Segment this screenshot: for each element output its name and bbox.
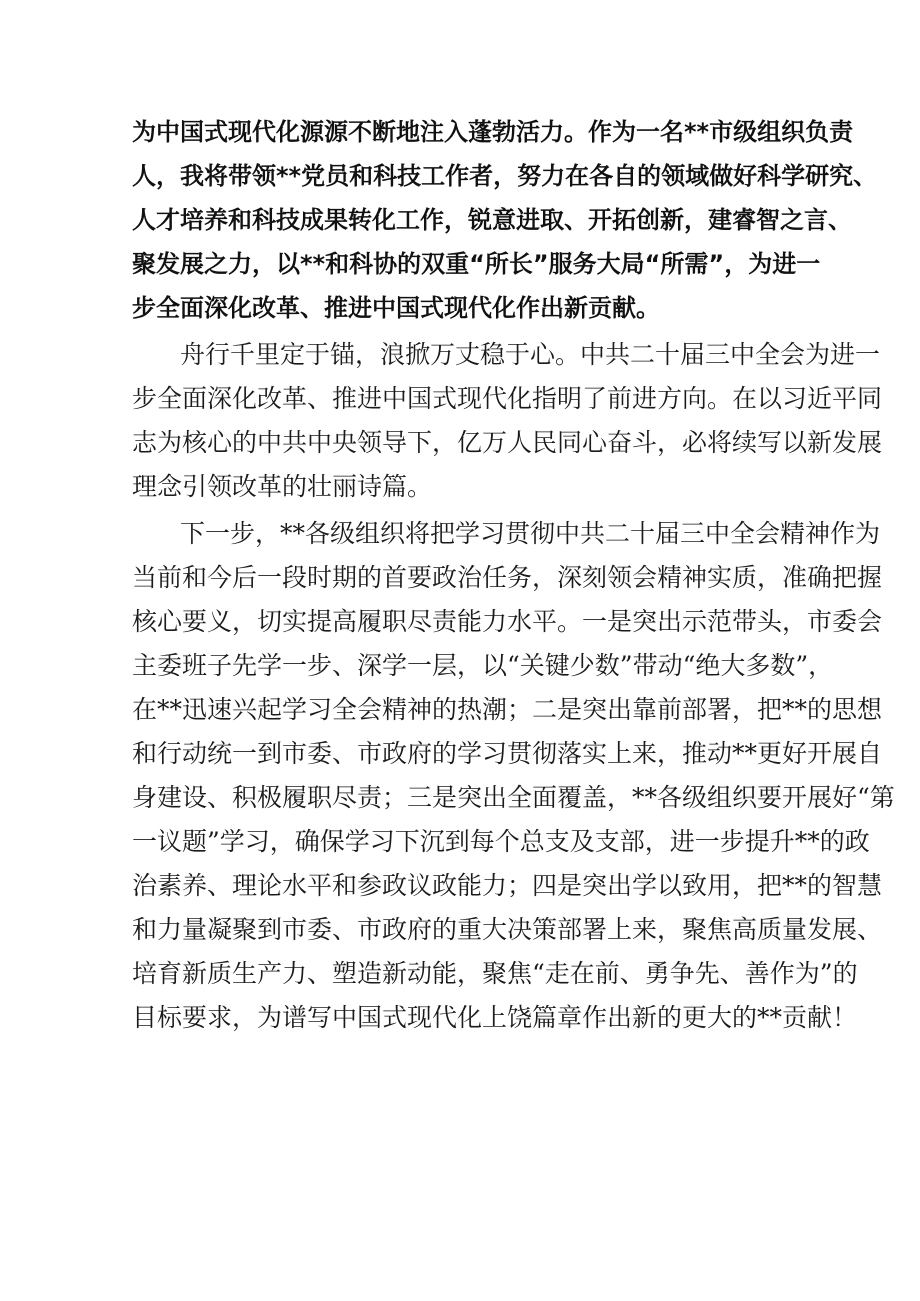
paragraph-3-line-5: 在**迅速兴起学习全会精神的热潮；二是突出靠前部署，把**的思想 (132, 695, 883, 724)
paragraph-2-line-3: 志为核心的中共中央领导下，亿万人民同心奋斗，必将续写以新发展 (132, 428, 883, 457)
paragraph-1-line-2: 人，我将带领**党员和科技工作者，努力在各自的领域做好科学研究、 (132, 162, 878, 190)
paragraph-3-line-7: 身建设、积极履职尽责；三是突出全面覆盖，**各级组织要开展好“第 (132, 783, 895, 812)
paragraph-3-line-2: 当前和今后一段时期的首要政治任务，深刻领会精神实质，准确把握 (132, 563, 883, 592)
paragraph-1-line-3: 人才培养和科技成果转化工作，锐意进取、开拓创新，建睿智之言、 (132, 206, 852, 234)
paragraph-1-line-1: 为中国式现代化源源不断地注入蓬勃活力。作为一名**市级组织负责 (132, 118, 854, 146)
paragraph-2-line-4: 理念引领改革的壮丽诗篇。 (132, 472, 433, 501)
paragraph-1-line-5: 步全面深化改革、推进中国式现代化作出新贡献。 (132, 294, 660, 322)
paragraph-3-line-3: 核心要义，切实提高履职尽责能力水平。一是突出示范带头，市委会 (132, 607, 883, 636)
paragraph-3-line-6: 和行动统一到市委、市政府的学习贯彻落实上来，推动**更好开展自 (132, 739, 883, 768)
paragraph-3-line-9: 治素养、理论水平和参政议政能力；四是突出学以致用，把**的智慧 (132, 871, 883, 900)
paragraph-2-line-2: 步全面深化改革、推进中国式现代化指明了前进方向。在以习近平同 (132, 384, 883, 413)
paragraph-1-line-4: 聚发展之力，以**和科协的双重“所长”服务大局“所需”，为进一 (132, 250, 821, 278)
paragraph-3-line-8: 一议题”学习，确保学习下沉到每个总支及支部，进一步提升**的政 (132, 827, 870, 856)
paragraph-2-line-1: 舟行千里定于锚，浪掀万丈稳于心。中共二十届三中全会为进一 (180, 340, 881, 369)
paragraph-3-line-4: 主委班子先学一步、深学一层，以“关键少数”带动“绝大多数”， (132, 651, 834, 680)
paragraph-3-line-11: 培育新质生产力、塑造新动能，聚焦“走在前、勇争先、善作为”的 (132, 959, 858, 988)
paragraph-3-line-1: 下一步，**各级组织将把学习贯彻中共二十届三中全会精神作为 (180, 519, 881, 548)
paragraph-3-line-12: 目标要求，为谱写中国式现代化上饶篇章作出新的更大的**贡献！ (132, 1003, 858, 1032)
paragraph-3-line-10: 和力量凝聚到市委、市政府的重大决策部署上来，聚焦高质量发展、 (132, 915, 883, 944)
